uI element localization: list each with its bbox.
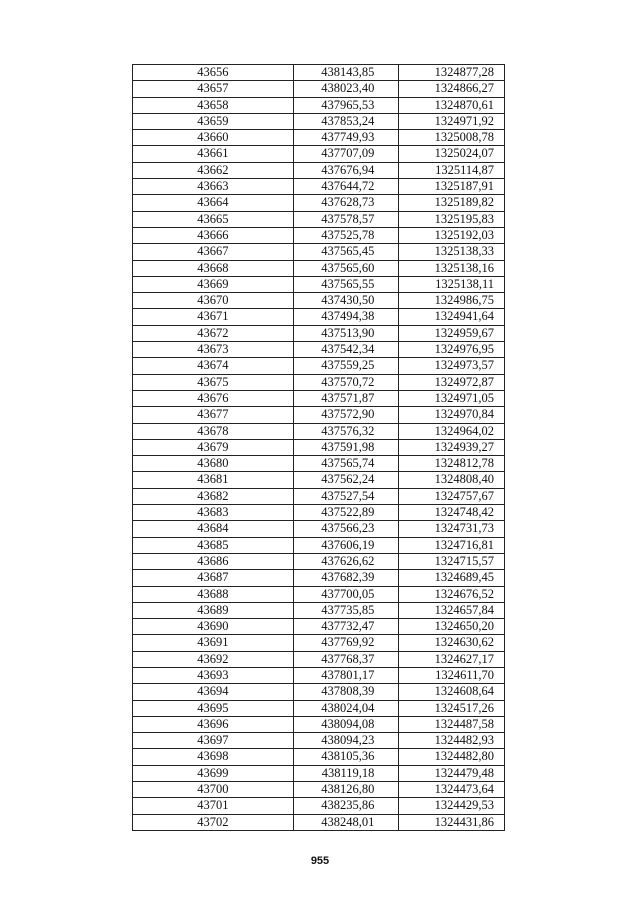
table-row [133, 456, 505, 472]
x-coordinate-cell: 437513,90 [293, 325, 399, 341]
x-coordinate-cell: 437565,45 [293, 244, 399, 260]
y-coordinate-cell: 1324971,92 [399, 113, 505, 129]
x-coordinate-cell: 437644,72 [293, 179, 399, 195]
table-row [133, 276, 505, 292]
table-row [133, 146, 505, 162]
table-row [133, 195, 505, 211]
y-coordinate-cell: 1324939,27 [399, 439, 505, 455]
point-number-cell: 43693 [133, 667, 294, 683]
y-coordinate-cell: 1325195,83 [399, 211, 505, 227]
point-number-cell: 43672 [133, 325, 294, 341]
point-number-cell: 43657 [133, 81, 294, 97]
point-number-cell: 43668 [133, 260, 294, 276]
point-number-cell: 43700 [133, 782, 294, 798]
y-coordinate-cell: 1324877,28 [399, 65, 505, 81]
table-row [133, 227, 505, 243]
table-row [133, 374, 505, 390]
point-number-cell: 43683 [133, 505, 294, 521]
x-coordinate-cell: 438024,04 [293, 700, 399, 716]
table-row [133, 130, 505, 146]
y-coordinate-cell: 1324517,26 [399, 700, 505, 716]
x-coordinate-cell: 437562,24 [293, 472, 399, 488]
y-coordinate-cell: 1324970,84 [399, 407, 505, 423]
table-row [133, 65, 505, 81]
table-row [133, 260, 505, 276]
x-coordinate-cell: 437735,85 [293, 602, 399, 618]
point-number-cell: 43689 [133, 602, 294, 618]
point-number-cell: 43664 [133, 195, 294, 211]
x-coordinate-cell: 437565,60 [293, 260, 399, 276]
point-number-cell: 43676 [133, 390, 294, 406]
table-row [133, 244, 505, 260]
x-coordinate-cell: 437769,92 [293, 635, 399, 651]
y-coordinate-cell: 1324482,93 [399, 733, 505, 749]
y-coordinate-cell: 1324941,64 [399, 309, 505, 325]
point-number-cell: 43656 [133, 65, 294, 81]
table-row [133, 798, 505, 814]
y-coordinate-cell: 1324676,52 [399, 586, 505, 602]
y-coordinate-cell: 1324482,80 [399, 749, 505, 765]
point-number-cell: 43680 [133, 456, 294, 472]
point-number-cell: 43661 [133, 146, 294, 162]
x-coordinate-cell: 438235,86 [293, 798, 399, 814]
x-coordinate-cell: 437768,37 [293, 651, 399, 667]
y-coordinate-cell: 1324812,78 [399, 456, 505, 472]
x-coordinate-cell: 438143,85 [293, 65, 399, 81]
table-row [133, 521, 505, 537]
x-coordinate-cell: 437525,78 [293, 227, 399, 243]
x-coordinate-cell: 438119,18 [293, 765, 399, 781]
x-coordinate-cell: 437606,19 [293, 537, 399, 553]
point-number-cell: 43694 [133, 684, 294, 700]
y-coordinate-cell: 1324959,67 [399, 325, 505, 341]
table-row [133, 211, 505, 227]
y-coordinate-cell: 1325024,07 [399, 146, 505, 162]
point-number-cell: 43687 [133, 570, 294, 586]
y-coordinate-cell: 1324866,27 [399, 81, 505, 97]
point-number-cell: 43698 [133, 749, 294, 765]
point-number-cell: 43701 [133, 798, 294, 814]
y-coordinate-cell: 1325138,33 [399, 244, 505, 260]
x-coordinate-cell: 437522,89 [293, 505, 399, 521]
point-number-cell: 43663 [133, 179, 294, 195]
table-row [133, 570, 505, 586]
table-row [133, 97, 505, 113]
x-coordinate-cell: 437853,24 [293, 113, 399, 129]
x-coordinate-cell: 438094,08 [293, 716, 399, 732]
table-row [133, 81, 505, 97]
table-row [133, 407, 505, 423]
y-coordinate-cell: 1324976,95 [399, 342, 505, 358]
table-row [133, 765, 505, 781]
y-coordinate-cell: 1324716,81 [399, 537, 505, 553]
point-number-cell: 43669 [133, 276, 294, 292]
coordinates-table-body [133, 65, 505, 831]
x-coordinate-cell: 437732,47 [293, 619, 399, 635]
y-coordinate-cell: 1324608,64 [399, 684, 505, 700]
y-coordinate-cell: 1324627,17 [399, 651, 505, 667]
table-row [133, 733, 505, 749]
x-coordinate-cell: 437527,54 [293, 488, 399, 504]
point-number-cell: 43681 [133, 472, 294, 488]
x-coordinate-cell: 437628,73 [293, 195, 399, 211]
y-coordinate-cell: 1325192,03 [399, 227, 505, 243]
point-number-cell: 43667 [133, 244, 294, 260]
x-coordinate-cell: 438023,40 [293, 81, 399, 97]
x-coordinate-cell: 437566,23 [293, 521, 399, 537]
table-row [133, 635, 505, 651]
y-coordinate-cell: 1324431,86 [399, 814, 505, 830]
table-row [133, 553, 505, 569]
y-coordinate-cell: 1324630,62 [399, 635, 505, 651]
x-coordinate-cell: 437570,72 [293, 374, 399, 390]
x-coordinate-cell: 437565,74 [293, 456, 399, 472]
point-number-cell: 43697 [133, 733, 294, 749]
table-row [133, 586, 505, 602]
y-coordinate-cell: 1324715,57 [399, 553, 505, 569]
point-number-cell: 43691 [133, 635, 294, 651]
y-coordinate-cell: 1324429,53 [399, 798, 505, 814]
y-coordinate-cell: 1324870,61 [399, 97, 505, 113]
x-coordinate-cell: 437749,93 [293, 130, 399, 146]
table-row [133, 749, 505, 765]
table-row [133, 814, 505, 830]
x-coordinate-cell: 437576,32 [293, 423, 399, 439]
x-coordinate-cell: 437591,98 [293, 439, 399, 455]
table-row [133, 293, 505, 309]
point-number-cell: 43670 [133, 293, 294, 309]
point-number-cell: 43678 [133, 423, 294, 439]
point-number-cell: 43692 [133, 651, 294, 667]
point-number-cell: 43673 [133, 342, 294, 358]
page-number: 955 [310, 855, 330, 867]
y-coordinate-cell: 1324657,84 [399, 602, 505, 618]
table-row [133, 325, 505, 341]
point-number-cell: 43671 [133, 309, 294, 325]
y-coordinate-cell: 1325189,82 [399, 195, 505, 211]
y-coordinate-cell: 1324650,20 [399, 619, 505, 635]
table-row [133, 309, 505, 325]
point-number-cell: 43690 [133, 619, 294, 635]
table-row [133, 439, 505, 455]
y-coordinate-cell: 1324748,42 [399, 505, 505, 521]
point-number-cell: 43658 [133, 97, 294, 113]
x-coordinate-cell: 437801,17 [293, 667, 399, 683]
point-number-cell: 43695 [133, 700, 294, 716]
x-coordinate-cell: 437542,34 [293, 342, 399, 358]
point-number-cell: 43682 [133, 488, 294, 504]
table-row [133, 179, 505, 195]
table-row [133, 651, 505, 667]
x-coordinate-cell: 437682,39 [293, 570, 399, 586]
x-coordinate-cell: 437965,53 [293, 97, 399, 113]
y-coordinate-cell: 1325114,87 [399, 162, 505, 178]
y-coordinate-cell: 1324731,73 [399, 521, 505, 537]
table-row [133, 716, 505, 732]
table-row [133, 700, 505, 716]
table-row [133, 782, 505, 798]
x-coordinate-cell: 438094,23 [293, 733, 399, 749]
x-coordinate-cell: 437676,94 [293, 162, 399, 178]
x-coordinate-cell: 437565,55 [293, 276, 399, 292]
point-number-cell: 43665 [133, 211, 294, 227]
y-coordinate-cell: 1324689,45 [399, 570, 505, 586]
table-row [133, 390, 505, 406]
y-coordinate-cell: 1324473,64 [399, 782, 505, 798]
x-coordinate-cell: 437559,25 [293, 358, 399, 374]
y-coordinate-cell: 1325138,16 [399, 260, 505, 276]
x-coordinate-cell: 437430,50 [293, 293, 399, 309]
x-coordinate-cell: 438126,80 [293, 782, 399, 798]
y-coordinate-cell: 1325138,11 [399, 276, 505, 292]
table-row [133, 505, 505, 521]
y-coordinate-cell: 1325008,78 [399, 130, 505, 146]
x-coordinate-cell: 437572,90 [293, 407, 399, 423]
point-number-cell: 43677 [133, 407, 294, 423]
y-coordinate-cell: 1324973,57 [399, 358, 505, 374]
point-number-cell: 43696 [133, 716, 294, 732]
x-coordinate-cell: 437707,09 [293, 146, 399, 162]
table-row [133, 602, 505, 618]
point-number-cell: 43685 [133, 537, 294, 553]
x-coordinate-cell: 437626,62 [293, 553, 399, 569]
y-coordinate-cell: 1324808,40 [399, 472, 505, 488]
table-row [133, 488, 505, 504]
y-coordinate-cell: 1324986,75 [399, 293, 505, 309]
y-coordinate-cell: 1324972,87 [399, 374, 505, 390]
x-coordinate-cell: 437700,05 [293, 586, 399, 602]
point-number-cell: 43666 [133, 227, 294, 243]
x-coordinate-cell: 437808,39 [293, 684, 399, 700]
point-number-cell: 43684 [133, 521, 294, 537]
table-row [133, 342, 505, 358]
y-coordinate-cell: 1325187,91 [399, 179, 505, 195]
table-row [133, 358, 505, 374]
point-number-cell: 43688 [133, 586, 294, 602]
table-row [133, 423, 505, 439]
point-number-cell: 43660 [133, 130, 294, 146]
point-number-cell: 43679 [133, 439, 294, 455]
y-coordinate-cell: 1324971,05 [399, 390, 505, 406]
x-coordinate-cell: 437578,57 [293, 211, 399, 227]
point-number-cell: 43659 [133, 113, 294, 129]
point-number-cell: 43702 [133, 814, 294, 830]
x-coordinate-cell: 437494,38 [293, 309, 399, 325]
y-coordinate-cell: 1324479,48 [399, 765, 505, 781]
x-coordinate-cell: 437571,87 [293, 390, 399, 406]
y-coordinate-cell: 1324611,70 [399, 667, 505, 683]
table-row [133, 684, 505, 700]
table-row [133, 472, 505, 488]
y-coordinate-cell: 1324757,67 [399, 488, 505, 504]
x-coordinate-cell: 438105,36 [293, 749, 399, 765]
y-coordinate-cell: 1324487,58 [399, 716, 505, 732]
table-row [133, 113, 505, 129]
table-row [133, 619, 505, 635]
table-row [133, 667, 505, 683]
point-number-cell: 43674 [133, 358, 294, 374]
coordinates-table [132, 64, 505, 831]
y-coordinate-cell: 1324964,02 [399, 423, 505, 439]
point-number-cell: 43699 [133, 765, 294, 781]
table-row [133, 537, 505, 553]
table-row [133, 162, 505, 178]
point-number-cell: 43686 [133, 553, 294, 569]
point-number-cell: 43662 [133, 162, 294, 178]
point-number-cell: 43675 [133, 374, 294, 390]
x-coordinate-cell: 438248,01 [293, 814, 399, 830]
